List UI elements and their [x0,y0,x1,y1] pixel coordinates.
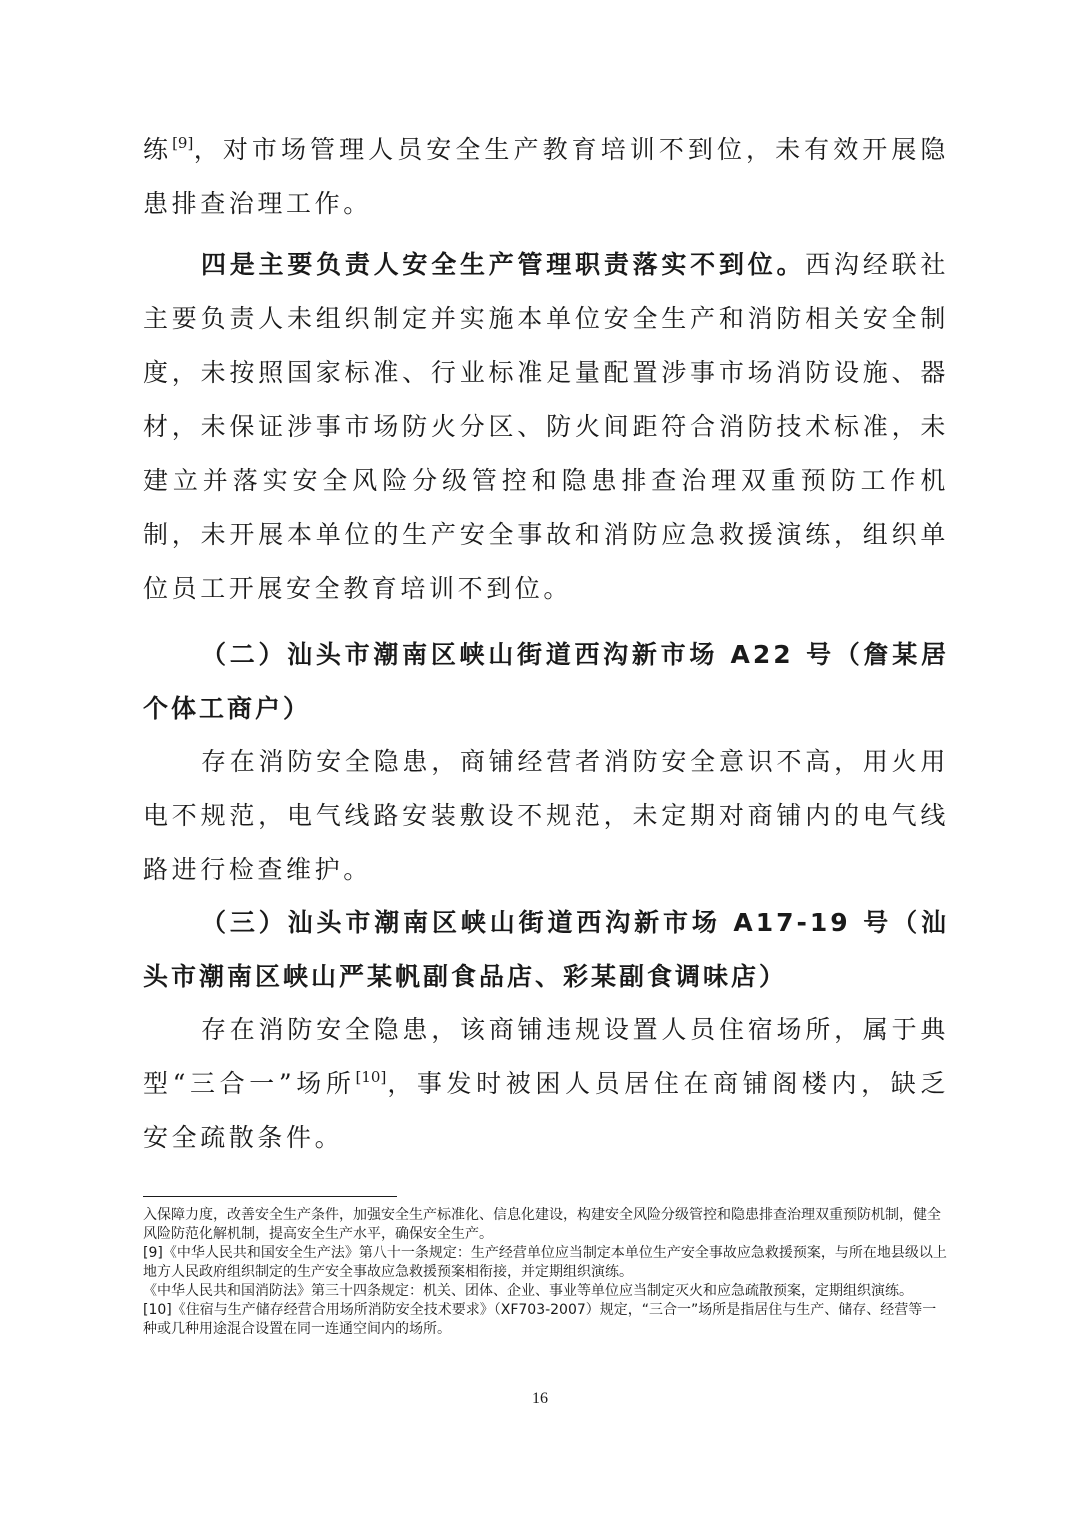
paragraph-a22: 存在消防安全隐患，商铺经营者消防安全意识不高，用火用电不规范，电气线路安装敷设不规范，未定期对商铺内的电气线路进行检查维护。 [143,747,949,884]
paragraph-a17-19-text-b: ，事发时被困人员居住在商铺阁楼内，缺乏安全疏散条件。 [143,1069,949,1152]
paragraph-a17-19-text-a: 存在消防安全隐患，该商铺违规设置人员住宿场所，属于典型“三合一”场所 [143,1015,949,1098]
footnote-10: [10]《住宿与生产储存经营合用场所消防安全技术要求》（XF703-2007）规定，“三合一”场所是指居住与生产、储存、经营等一种或几种用途混合设置在同一连通空间内的场所。 [143,1302,937,1337]
section-heading-a22: （二）汕头市潮南区峡山街道西沟新市场 A22 号（詹某居个体工商户） [143,640,949,723]
paragraph-training [143,123,949,231]
line-start-text: 练 [143,135,173,164]
page-number: 16 [532,1390,548,1407]
paragraph-responsibility [143,238,949,616]
footnote-9-continued: 《中华人民共和国消防法》第三十四条规定：机关、团体、企业、事业等单位应当制定灭火和应急疏散预案，定期组织演练。 [143,1283,913,1299]
section-heading-a17-19: （三）汕头市潮南区峡山街道西沟新市场 A17-19 号（汕头市潮南区峡山严某帆副食品店、彩某副食调味店） [143,908,949,991]
footnote-ref-9[interactable]: [9] [172,134,194,152]
footnotes [143,1206,949,1339]
paragraph-training-text: ，对市场管理人员安全生产教育培训不到位，未有效开展隐患排查治理工作。 [143,135,949,218]
paragraph-lead-bold: 四是主要负责人安全生产管理职责落实不到位。 [201,250,806,279]
footnote-separator [143,1196,397,1197]
paragraph-responsibility-text: 西沟经联社主要负责人未组织制定并实施本单位安全生产和消防相关安全制度，未按照国家标准、行业标准足量配置涉事市场消防设施、器材，未保证涉事市场防火分区、防火间距符合消防技术标准，未建立并落实安全风险分级管控和隐患排查治理双重预防工作机制，未开展本单位的生产安全事故和消防应急救援演练，组织单位员工开展安全教育培训不到位。 [143,250,949,603]
footnote-continued: 入保障力度，改善安全生产条件，加强安全生产标准化、信息化建设，构建安全风险分级管控和隐患排查治理双重预防机制，健全风险防范化解机制，提高安全生产水平，确保安全生产。 [143,1207,941,1242]
paragraph-a17-19 [143,1003,949,1165]
footnote-9: [9]《中华人民共和国安全生产法》第八十一条规定：生产经营单位应当制定本单位生产安全事故应急救援预案，与所在地县级以上地方人民政府组织制定的生产安全事故应急救援预案相衔接，并定期组织演练。 [143,1245,947,1280]
footnote-ref-10[interactable]: [10] [355,1068,387,1086]
